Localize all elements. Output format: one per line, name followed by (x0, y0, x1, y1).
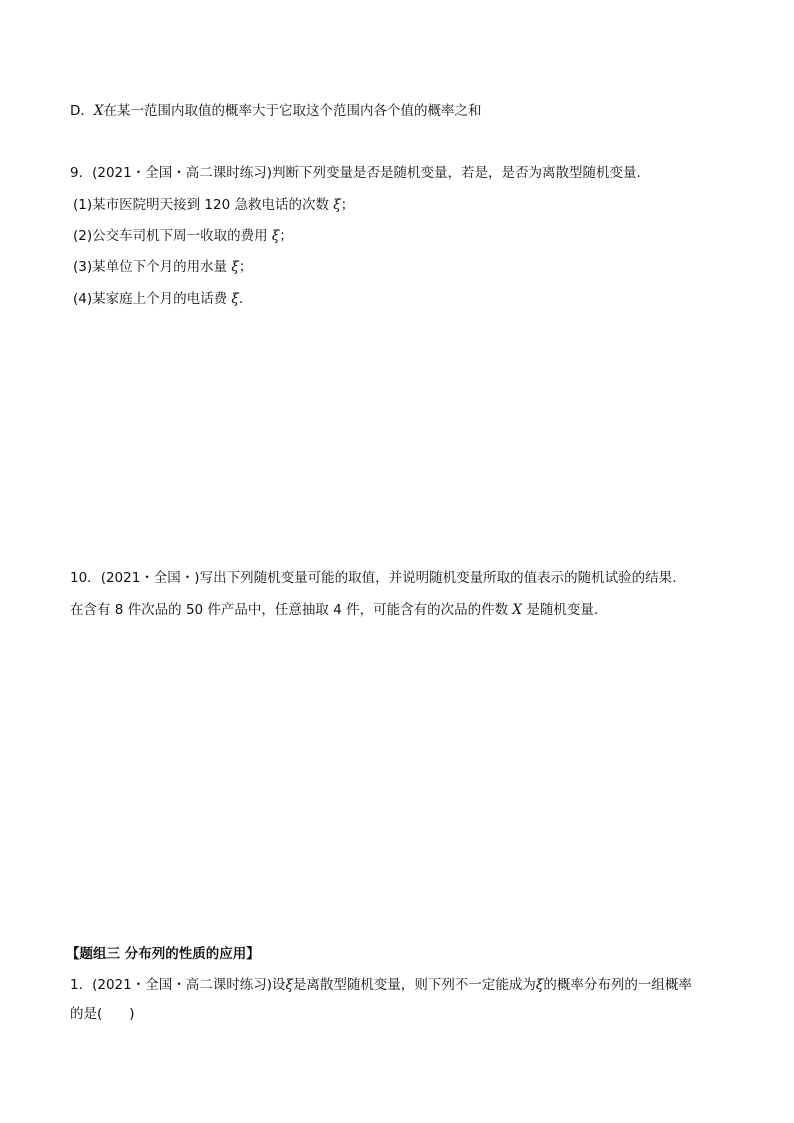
q1-number: 1． (70, 977, 93, 993)
q10-var: X (512, 602, 523, 618)
q9-item-3 (73, 257, 252, 277)
q9-source: (2021・全国・高二课时练习) (92, 165, 272, 181)
q9-item-var: ξ (231, 291, 239, 307)
option-d-var: X (93, 103, 104, 119)
q9-item-text: 公交车司机下周一收取的费用 (92, 228, 268, 244)
question-1-stem (70, 975, 692, 995)
q9-number: 9． (70, 165, 93, 181)
q9-item-end: ； (340, 197, 355, 213)
q9-item-1 (73, 195, 354, 215)
q1-part2: 是离散型随机变量，则下列不一定能成为 (292, 977, 536, 993)
q10-number: 10． (70, 570, 101, 586)
question-10-stem (70, 568, 676, 588)
q9-item-var: ξ (333, 197, 341, 213)
q9-item-var: ξ (231, 259, 239, 275)
q1-source: (2021・全国・高二课时练习) (92, 977, 272, 993)
q9-item-text: 某家庭上个月的电话费 (92, 291, 228, 307)
question-9-stem (70, 163, 641, 183)
q1-part1: 设 (271, 977, 286, 993)
q10-stem-text: 写出下列随机变量可能的取值，并说明随机变量所取的值表示的随机试验的结果. (199, 570, 677, 586)
q9-item-label: (4) (73, 291, 93, 307)
q9-item-4 (73, 289, 243, 309)
q1-var1: ξ (285, 977, 293, 993)
section-title: 【题组三 分布列的性质的应用】 (66, 946, 260, 962)
question-10-body (70, 600, 598, 620)
q9-item-label: (1) (73, 197, 93, 213)
q9-item-text: 某市医院明天接到 120 急救电话的次数 (92, 197, 329, 213)
q9-item-text: 某单位下个月的用水量 (92, 259, 228, 275)
q9-item-end: ； (238, 259, 253, 275)
q10-body-after: 是随机变量. (526, 602, 599, 618)
q9-item-end: . (238, 291, 244, 307)
q10-source: (2021・全国・) (100, 570, 200, 586)
q9-item-label: (3) (73, 259, 93, 275)
q9-item-label: (2) (73, 228, 93, 244)
q1-part3: 的概率分布列的一组概率 (543, 977, 692, 993)
q9-item-2 (73, 226, 293, 246)
option-d-text: 在某一范围内取值的概率大于它取这个范围内各个值的概率之和 (103, 103, 482, 119)
q1-var2: ξ (535, 977, 544, 993)
q9-stem-text: 判断下列变量是否是随机变量，若是，是否为离散型随机变量. (271, 165, 641, 181)
option-d-prefix: D． (70, 103, 94, 119)
q9-item-var: ξ (271, 228, 280, 244)
q10-body-before: 在含有 8 件次品的 50 件产品中，任意抽取 4 件，可能含有的次品的件数 (70, 602, 509, 618)
q9-item-end: ； (279, 228, 293, 244)
question-1-line2: 的是( ) (70, 1006, 135, 1022)
option-d (70, 101, 482, 121)
